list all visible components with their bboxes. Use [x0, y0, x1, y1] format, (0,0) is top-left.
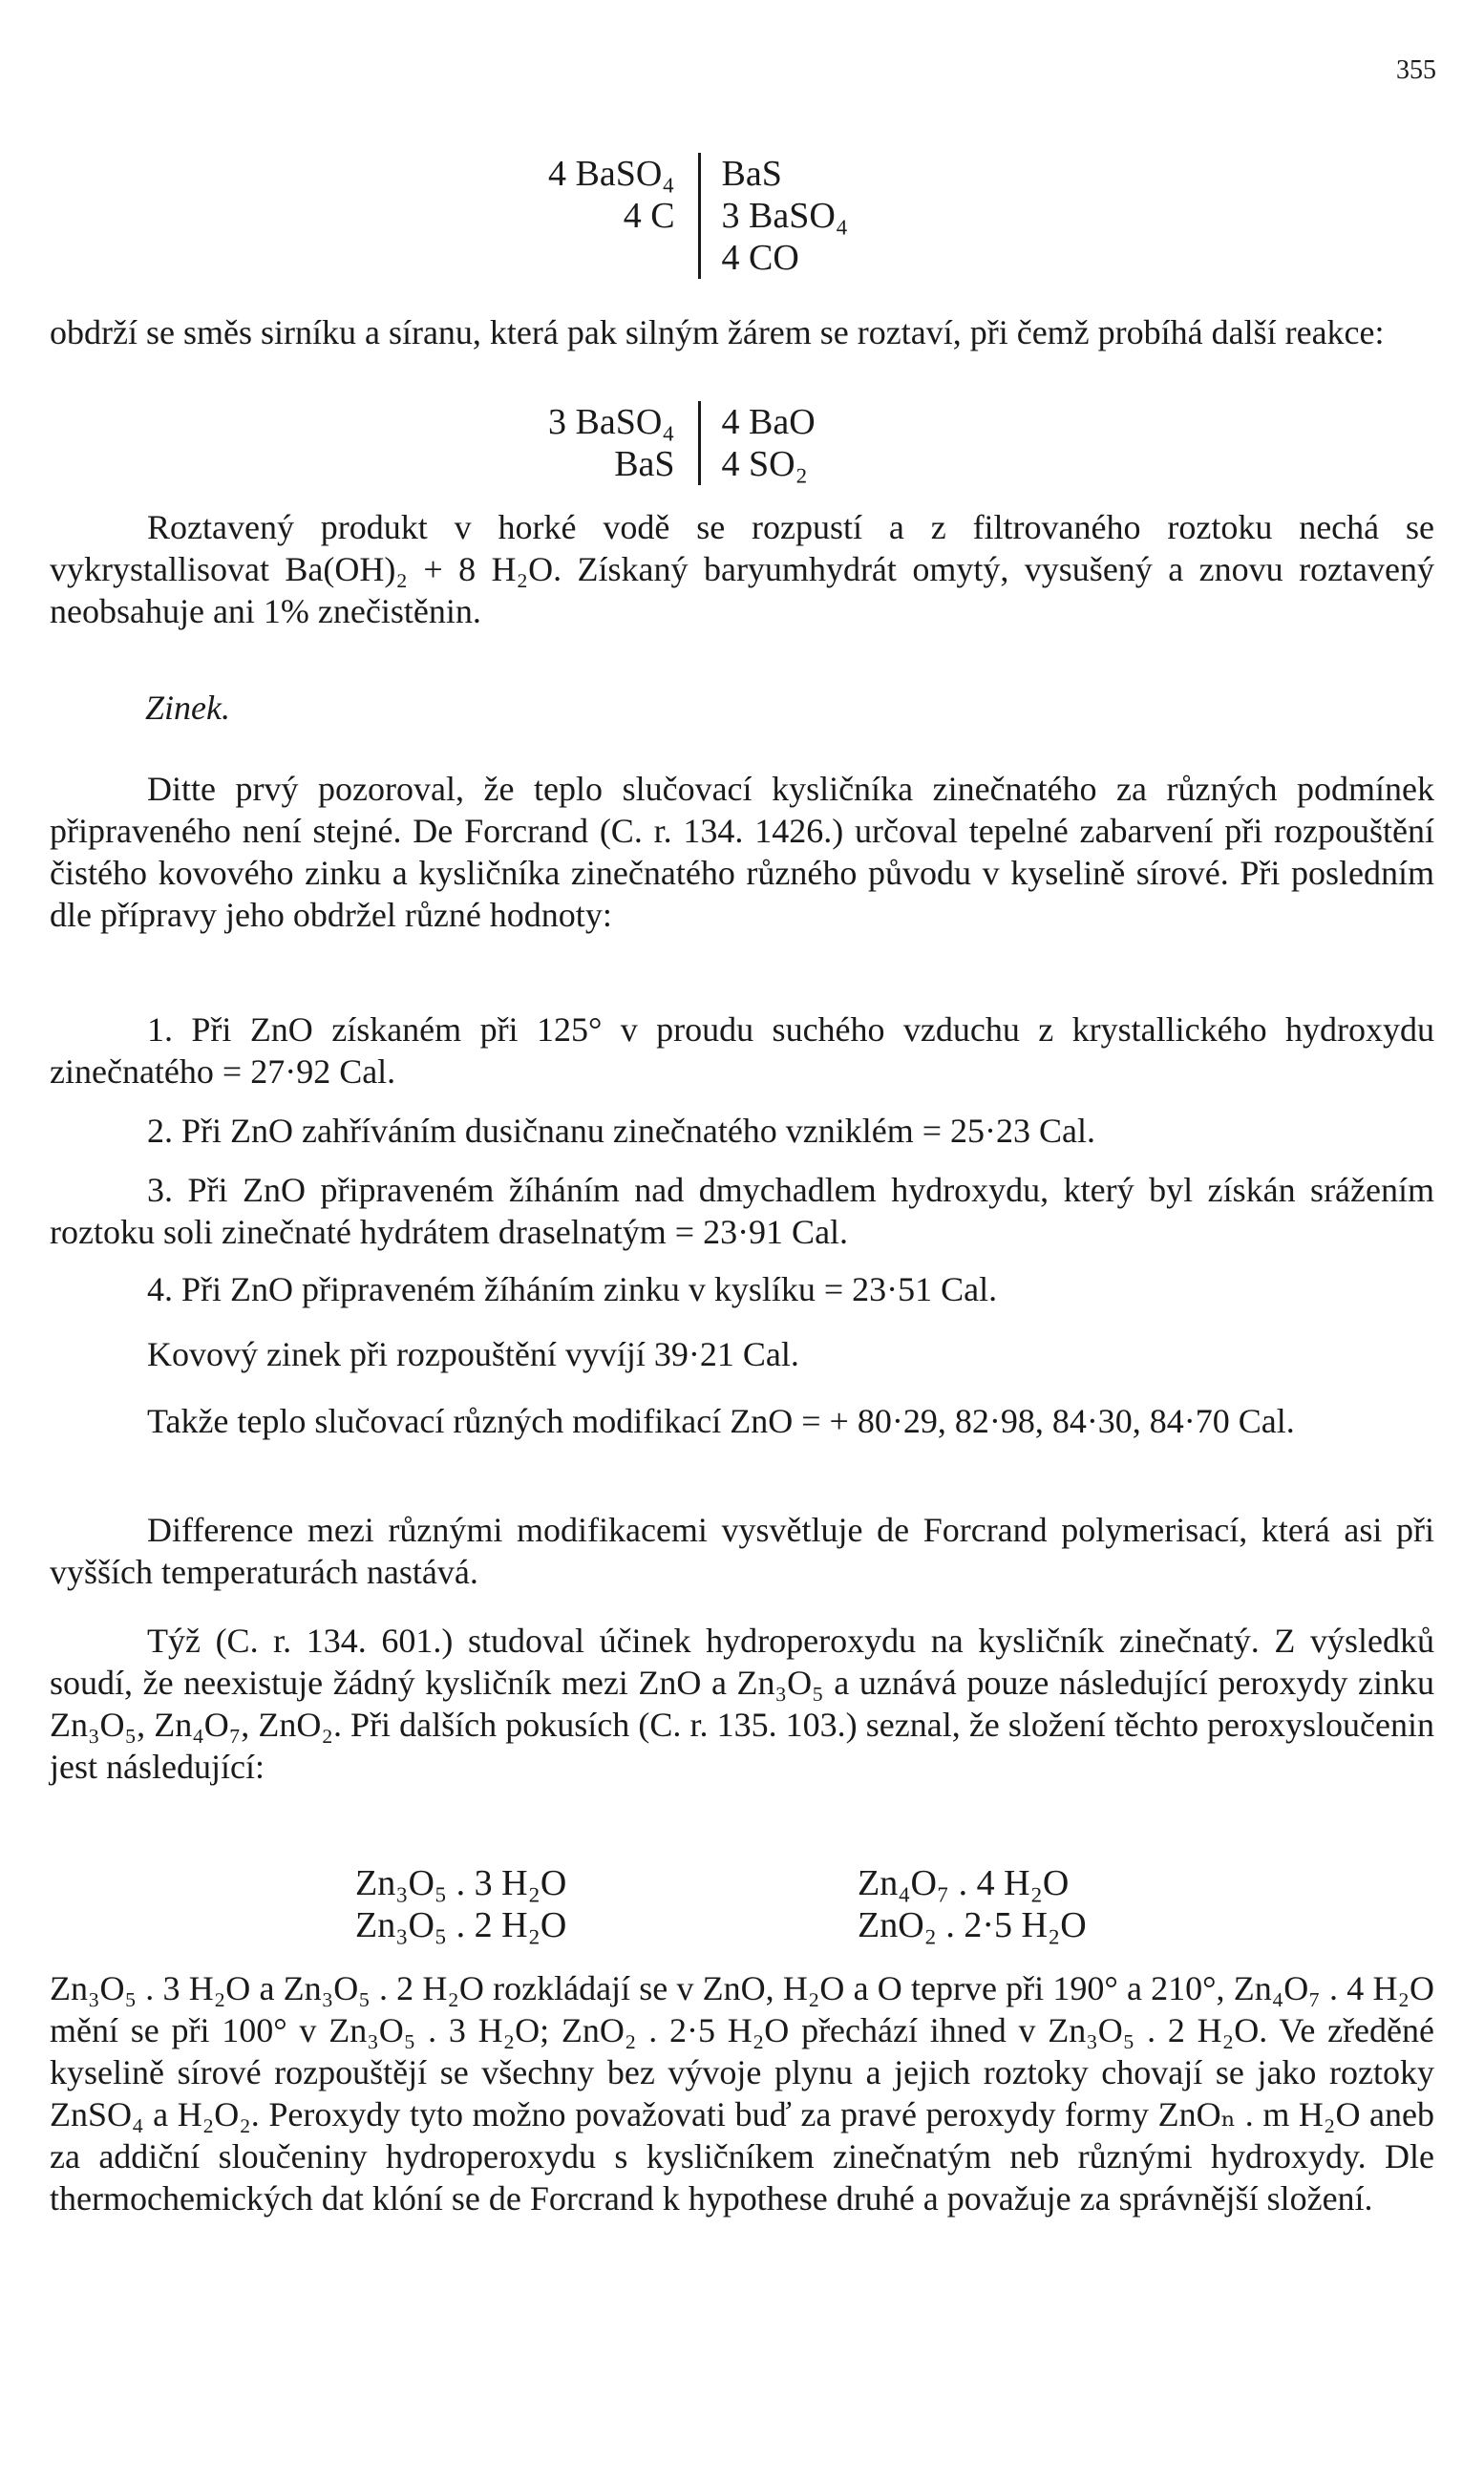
- reaction-1-reactants: [548, 153, 698, 279]
- paragraph: Difference mezi různými modifikacemi vysvětluje de Forcrand polymerisací, která asi při vyšších temperaturách nastává.: [50, 1511, 1434, 1591]
- reaction-2-products: [701, 401, 816, 485]
- reaction-scheme-1: [548, 153, 848, 279]
- list-item: 3. Při ZnO připraveném žíháním nad dmychadlem hydroxydu, který byl získán srážením roztoku soli zinečnaté hydrátem draselnatým = 23·91 Cal.: [50, 1171, 1434, 1251]
- reactant: 3 BaSO₄: [548, 402, 675, 442]
- product: BaS: [721, 154, 782, 194]
- list-item: 2. Při ZnO zahříváním dusičnanu zinečnatého vzniklém = 25·23 Cal.: [147, 1112, 1096, 1150]
- formula: ZnO₂ . 2·5 H₂O: [858, 1905, 1087, 1945]
- formula: Zn₃O₅ . 3 H₂O: [355, 1863, 567, 1903]
- formula-column-right: [858, 1862, 1087, 1946]
- paragraph: obdrží se směs sirníku a síranu, která pak silným žárem se roztaví, při čemž probíhá další reakce:: [50, 313, 1385, 351]
- paragraph: Roztavený produkt v horké vodě se rozpustí a z filtrovaného roztoku nechá se vykrystallisovat Ba(OH)₂ + 8 H₂O. Získaný baryumhydrát omytý, vysušený a znovu roztavený neobsahuje ani 1% znečistěnin.: [50, 508, 1434, 630]
- product: 4 BaO: [721, 402, 816, 442]
- reactant: BaS: [614, 444, 675, 484]
- list-item: 1. Při ZnO získaném při 125° v proudu suchého vzduchu z krystallického hydroxydu zinečnatého = 27·92 Cal.: [50, 1010, 1434, 1091]
- paragraph: Týž (C. r. 134. 601.) studoval účinek hydroperoxydu na kysličník zinečnatý. Z výsledků soudí, že neexistuje žádný kysličník mezi ZnO a Zn₃O₅ a uznává pouze následující peroxydy zinku Zn₃O₅, Zn₄O₇, ZnO₂. Při dalších pokusích (C. r. 135. 103.) seznal, že složení těchto peroxysloučenin jest následující:: [50, 1622, 1434, 1786]
- page-number: 355: [1396, 55, 1436, 85]
- reactant: 4 C: [623, 196, 675, 236]
- product: 4 CO: [721, 238, 799, 278]
- formula-column-left: [355, 1862, 566, 1946]
- reaction-scheme-2: [548, 401, 816, 485]
- section-heading: Zinek.: [145, 689, 230, 727]
- formula: Zn₄O₇ . 4 H₂O: [858, 1863, 1070, 1903]
- reaction-2-reactants: [548, 401, 698, 485]
- paragraph: Kovový zinek při rozpouštění vyvíjí 39·21 Cal.: [147, 1335, 799, 1373]
- paragraph: Takže teplo slučovací různých modifikací ZnO = + 80·29, 82·98, 84·30, 84·70 Cal.: [147, 1402, 1295, 1440]
- product: 3 BaSO₄: [721, 196, 849, 236]
- product: 4 SO₂: [721, 444, 808, 484]
- paragraph: Ditte prvý pozoroval, že teplo slučovací kysličníka zinečnatého za různých podmínek připraveného není stejné. De Forcrand (C. r. 134. 1426.) určoval tepelné zabarvení při rozpouštění čistého kovového zinku a kysličníka zinečnatého různého původu v kyselině sírové. Při posledním dle přípravy jeho obdržel různé hodnoty:: [50, 770, 1434, 934]
- paragraph: Zn₃O₅ . 3 H₂O a Zn₃O₅ . 2 H₂O rozkládají se v ZnO, H₂O a O teprve při 190° a 210°, Zn₄O₇ . 4 H₂O mění se při 100° v Zn₃O₅ . 3 H₂O; ZnO₂ . 2·5 H₂O přechází ihned v Zn₃O₅ . 2 H₂O. Ve zředěné kyselině sírové rozpouštějí se všechny bez vývoje plynu a jejich roztoky chovají se jako roztoky ZnSO₄ a H₂O₂. Peroxydy tyto možno považovati buď za pravé peroxydy formy ZnOₙ . m H₂O aneb za addiční sloučeniny hydroperoxydu s kysličníkem zinečnatým neb různými hydroxydy. Dle thermochemických dat klóní se de Forcrand k hypothese druhé a považuje za správnější složení.: [50, 1969, 1434, 2218]
- reactant: 4 BaSO₄: [548, 154, 675, 194]
- list-item: 4. Při ZnO připraveném žíháním zinku v kyslíku = 23·51 Cal.: [147, 1270, 998, 1308]
- reaction-1-products: [701, 153, 849, 279]
- formula: Zn₃O₅ . 2 H₂O: [355, 1905, 567, 1945]
